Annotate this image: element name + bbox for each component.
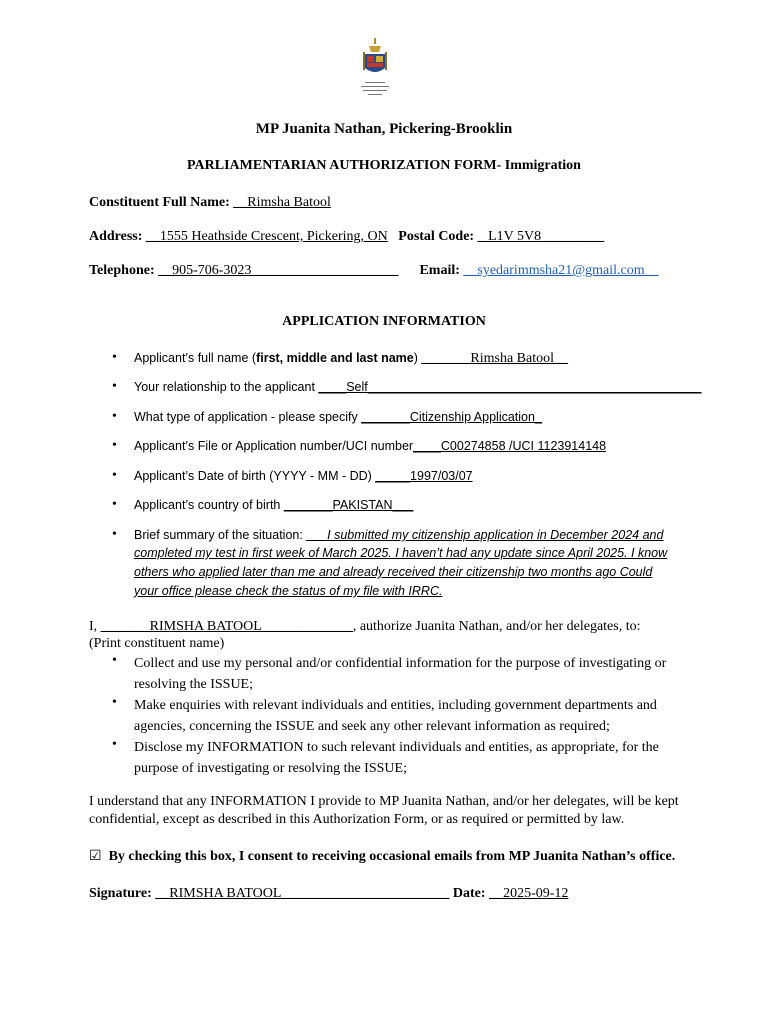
file-number-field[interactable]: ____C00274858 /UCI 1123914148 <box>413 439 607 453</box>
relationship-field[interactable]: ____Self________________________________________________ <box>318 380 702 394</box>
bullet-icon: • <box>112 409 117 424</box>
form-title: PARLIAMENTARIAN AUTHORIZATION FORM- Immigration <box>187 158 581 173</box>
bullet-icon: • <box>112 527 117 542</box>
authorization-bullet-enquiries <box>134 695 694 737</box>
constituent-name-label: Constituent Full Name: <box>89 195 230 210</box>
date-label: Date: <box>452 886 486 901</box>
bullet-icon: • <box>112 653 117 668</box>
application-heading: APPLICATION INFORMATION <box>282 314 486 329</box>
country-of-birth-field[interactable]: _______PAKISTAN___ <box>283 498 414 512</box>
postal-code-field[interactable]: _ L1V 5V8_________ <box>477 229 605 244</box>
bullet-icon: • <box>112 468 117 483</box>
address-row <box>89 229 604 245</box>
bullet-icon: • <box>112 695 117 710</box>
authorization-bullet-collect <box>134 653 694 695</box>
confidentiality-line: I understand that any INFORMATION I provide to MP Juanita Nathan, and/or her delegates, will be kept <box>89 794 679 809</box>
authorization-suffix: , authorize Juanita Nathan, and/or her delegates, to: <box>352 619 641 634</box>
confidentiality-statement <box>89 793 679 829</box>
telephone-field[interactable]: __905-706-3023_____________________ <box>158 263 399 278</box>
email-label: Email: <box>419 263 460 278</box>
telephone-email-row <box>89 263 659 279</box>
print-name-field[interactable]: _______RIMSHA BATOOL_____________ <box>100 619 353 634</box>
consent-row <box>89 847 675 865</box>
address-label: Address: <box>89 229 143 244</box>
application-item-type <box>134 410 542 424</box>
bullet-text-line: Disclose my INFORMATION to such relevant individuals and entities, as appropriate, for the <box>134 740 659 755</box>
confidentiality-line: confidential, except as described in this Authorization Form, or as required or permitted by law. <box>89 812 625 827</box>
consent-text: By checking this box, I consent to receiving occasional emails from MP Juanita Nathan’s office. <box>108 849 676 864</box>
item-label: Your relationship to the applicant <box>134 380 319 394</box>
print-name-note: (Print constituent name) <box>89 636 225 651</box>
item-label: Applicant’s full name ( <box>134 351 257 365</box>
bullet-icon: • <box>112 737 117 752</box>
bullet-text-line: Make enquiries with relevant individuals and entities, including government departments and <box>134 698 657 713</box>
application-item-dob <box>134 469 473 483</box>
email-link[interactable]: __syedarimmsha21@gmail.com__ <box>463 263 659 278</box>
summary-field-line-1[interactable]: ___I submitted my citizenship application in December 2024 and <box>306 528 664 542</box>
constituent-name-row <box>89 195 331 211</box>
bullet-icon: • <box>112 379 117 394</box>
item-label: Applicant’s File or Application number/UCI number <box>134 439 414 453</box>
authorization-prefix: I, <box>89 619 101 634</box>
item-label: Applicant’s Date of birth (YYYY - MM - DD) <box>134 469 376 483</box>
bullet-text-line: Collect and use my personal and/or confidential information for the purpose of investigating or <box>134 656 667 671</box>
item-label: Brief summary of the situation: <box>134 528 307 542</box>
telephone-label: Telephone: <box>89 263 155 278</box>
item-label: ) <box>413 351 422 365</box>
signature-label: Signature: <box>89 886 152 901</box>
bullet-text-line: purpose of investigating or resolving the ISSUE; <box>134 761 407 776</box>
authorization-line <box>89 619 641 635</box>
signature-field[interactable]: __RIMSHA BATOOL________________________ <box>155 886 450 901</box>
bullet-icon: • <box>112 438 117 453</box>
constituent-name-field[interactable]: __Rimsha Batool <box>233 195 331 210</box>
application-type-field[interactable]: _______Citizenship Application_ <box>361 410 542 424</box>
summary-field-line-4[interactable]: your office please check the status of my file with IRRC. <box>134 584 443 598</box>
bullet-icon: • <box>112 497 117 512</box>
application-item-full-name <box>134 351 568 367</box>
bullet-text-line: resolving the ISSUE; <box>134 677 253 692</box>
full-name-field[interactable]: _______Rimsha Batool__ <box>421 351 569 366</box>
consent-checkbox[interactable]: ☑ <box>89 847 102 863</box>
application-item-file-number <box>134 439 606 453</box>
date-field[interactable]: __2025-09-12 <box>489 886 569 901</box>
bullet-icon: • <box>112 350 117 365</box>
postal-code-label: Postal Code: <box>398 229 475 244</box>
application-item-relationship <box>134 380 701 394</box>
bullet-text-line: agencies, concerning the ISSUE and seek any other relevant information as required; <box>134 719 610 734</box>
parliament-crest-icon <box>355 38 395 100</box>
authorization-bullet-disclose <box>134 737 694 779</box>
summary-field-line-3[interactable]: others who applied later than me and already received their citizenship two months ago Could <box>134 565 653 579</box>
signature-row <box>89 886 568 902</box>
item-label-bold: first, middle and last name <box>256 351 414 365</box>
item-label: Applicant’s country of birth <box>134 498 284 512</box>
application-item-summary <box>134 528 663 542</box>
summary-field-line-2[interactable]: completed my test in first week of March 2025. I haven’t had any update since April 2025. I know <box>134 546 668 560</box>
date-of-birth-field[interactable]: _____1997/03/07 <box>375 469 473 483</box>
application-item-country <box>134 498 413 512</box>
item-label: What type of application - please specify <box>134 410 362 424</box>
address-field[interactable]: __1555 Heathside Crescent, Pickering, ON <box>145 229 388 244</box>
mp-title: MP Juanita Nathan, Pickering-Brooklin <box>255 121 513 137</box>
